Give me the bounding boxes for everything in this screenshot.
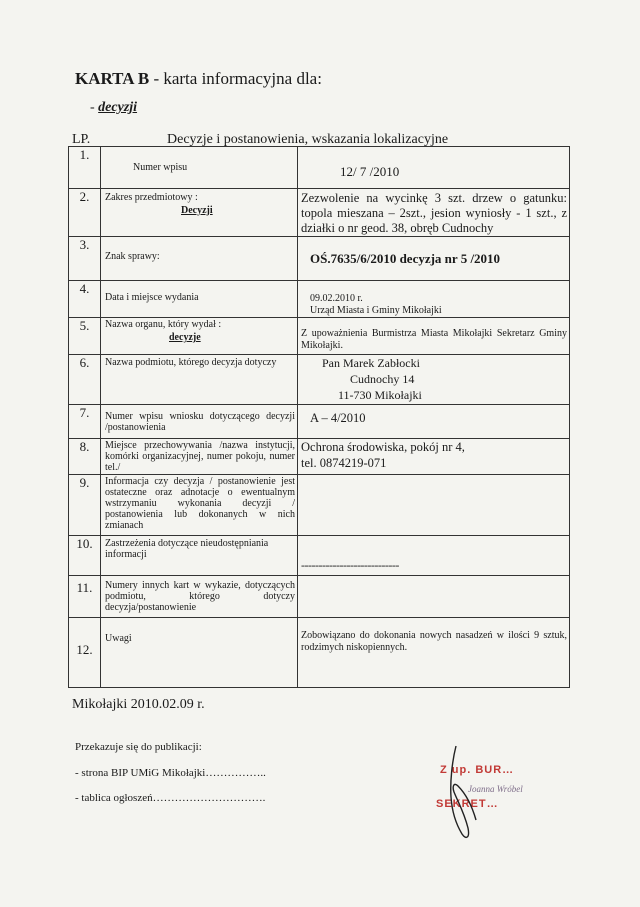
- row-number: [69, 618, 101, 688]
- table-row: [69, 405, 570, 439]
- row-value: [298, 237, 570, 281]
- table-row: [69, 439, 570, 475]
- row-value-text: A – 4/2010: [310, 411, 366, 425]
- row-label: [101, 536, 298, 576]
- row-number: 3.: [69, 237, 101, 281]
- row-number-text: 11.: [76, 580, 93, 595]
- row-number: [69, 576, 101, 618]
- row-number: 10.: [69, 536, 101, 576]
- row-label-text: Uwagi: [105, 633, 132, 644]
- row-value-text: tel. 0874219-071: [301, 456, 387, 470]
- info-card-table: [68, 146, 570, 688]
- row-number: 2.: [69, 189, 101, 237]
- row-value: [298, 281, 570, 318]
- row-value-text: ----------------------------: [301, 558, 399, 572]
- row-number: 1.: [69, 147, 101, 189]
- row-label: [101, 147, 298, 189]
- row-label-bold: Decyzji: [181, 205, 213, 216]
- stamp-bottom-text: SEKRET…: [436, 798, 499, 810]
- row-value: [298, 318, 570, 355]
- row-value: [298, 355, 570, 405]
- card-title-bold: KARTA B: [75, 69, 150, 88]
- row-number: 4.: [69, 281, 101, 318]
- row-label-text: Zakres przedmiotowy :: [105, 192, 198, 203]
- row-label: [101, 237, 298, 281]
- row-number: 7.: [69, 405, 101, 439]
- row-number-text: 12.: [76, 642, 93, 657]
- row-value: [298, 405, 570, 439]
- row-number: 8.: [69, 439, 101, 475]
- row-label-text: Miejsce przechowywania /nazwa instytucji, komórki organizacyjnej, numer pokoju, numer tel./: [105, 440, 295, 473]
- place-and-date: Mikołajki 2010.02.09 r.: [72, 697, 205, 712]
- table-header-lp: LP.: [72, 132, 91, 147]
- row-value-text: Zobowiązano do dokonania nowych nasadzeń w ilości 9 sztuk, rodzimych niskopiennych.: [301, 630, 567, 653]
- row-value: [298, 536, 570, 576]
- publication-heading: Przekazuje się do publikacji:: [75, 741, 202, 753]
- card-title-rest: - karta informacyjna dla:: [149, 69, 322, 88]
- row-label-text: Nazwa organu, który wydał :: [105, 319, 222, 330]
- publication-board: - tablica ogłoszeń………………………….: [75, 792, 266, 804]
- card-subtitle: [90, 100, 137, 116]
- row-value-text: Cudnochy 14: [350, 372, 415, 386]
- row-label: [101, 355, 298, 405]
- row-label: [101, 189, 298, 237]
- table-header-title: Decyzje i postanowienia, wskazania lokalizacyjne: [167, 132, 449, 147]
- row-value: [298, 189, 570, 237]
- row-label-text: Informacja czy decyzja / postanowienie jest ostateczne oraz adnotacje o ewentualnym wstrzymaniu wykonania decyzji / postanowienia lub dokonanych w nich zmianach: [105, 476, 295, 531]
- official-stamp: [418, 742, 578, 852]
- row-label: [101, 405, 298, 439]
- row-number: 9.: [69, 475, 101, 536]
- table-row: [69, 189, 570, 237]
- row-number: 5.: [69, 318, 101, 355]
- table-row: [69, 147, 570, 189]
- row-label: [101, 281, 298, 318]
- table-row: [69, 576, 570, 618]
- row-label: [101, 618, 298, 688]
- row-value: [298, 439, 570, 475]
- row-label-text: Data i miejsce wydania: [105, 292, 199, 303]
- row-value-text: Z upoważnienia Burmistrza Miasta Mikołajki Sekretarz Gminy Mikołajki.: [301, 328, 567, 351]
- subtitle-decision: decyzji: [98, 100, 138, 115]
- row-value: [298, 147, 570, 189]
- signature-icon: [418, 742, 578, 852]
- row-label: [101, 475, 298, 536]
- row-value-text: 09.02.2010 r.: [310, 293, 363, 304]
- card-title: [75, 69, 322, 89]
- table-row: [69, 237, 570, 281]
- table-row: [69, 618, 570, 688]
- table-row: [69, 475, 570, 536]
- row-value-text: 11-730 Mikołajki: [338, 388, 422, 402]
- row-value-text: Pan Marek Zabłocki: [322, 356, 420, 370]
- row-value-text: 12/ 7 /2010: [340, 164, 400, 179]
- row-label: [101, 318, 298, 355]
- table-row: [69, 281, 570, 318]
- row-label-text: Nazwa podmiotu, którego decyzja dotyczy: [105, 357, 277, 368]
- row-value-text: Urząd Miasta i Gminy Mikołajki: [310, 305, 442, 316]
- row-label-text: Numery innych kart w wykazie, dotyczących podmiotu, którego dotyczy decyzja/postanowienie: [105, 580, 295, 613]
- row-value-text: Zezwolenie na wycinkę 3 szt. drzew o gatunku: topola mieszana – 2szt., jesion wyniosły - 1 szt., z działki o nr geod. 38, obręb Cudnochy: [301, 191, 567, 235]
- row-number: 6.: [69, 355, 101, 405]
- row-value: [298, 618, 570, 688]
- stamp-top-text: Z up. BUR…: [440, 764, 515, 776]
- row-value: [298, 475, 570, 536]
- subtitle-prefix: -: [90, 100, 99, 115]
- stamp-name-text: Joanna Wróbel: [468, 784, 523, 794]
- row-label-text: Numer wpisu: [133, 162, 188, 173]
- table-row: [69, 318, 570, 355]
- table-row: [69, 536, 570, 576]
- row-value-text: OŚ.7635/6/2010 decyzja nr 5 /2010: [310, 251, 501, 266]
- row-label: [101, 576, 298, 618]
- row-value-text: Ochrona środowiska, pokój nr 4,: [301, 440, 465, 454]
- row-label-text: Zastrzeżenia dotyczące nieudostępniania informacji: [105, 538, 269, 560]
- row-value: [298, 576, 570, 618]
- table-row: [69, 355, 570, 405]
- row-label-text: Numer wpisu wniosku dotyczącego decyzji /postanowienia: [105, 411, 295, 433]
- row-label-bold: decyzje: [169, 332, 201, 343]
- publication-bip: - strona BIP UMiG Mikołajki……………..: [75, 767, 266, 779]
- row-label-text: Znak sprawy:: [105, 251, 160, 262]
- row-label: [101, 439, 298, 475]
